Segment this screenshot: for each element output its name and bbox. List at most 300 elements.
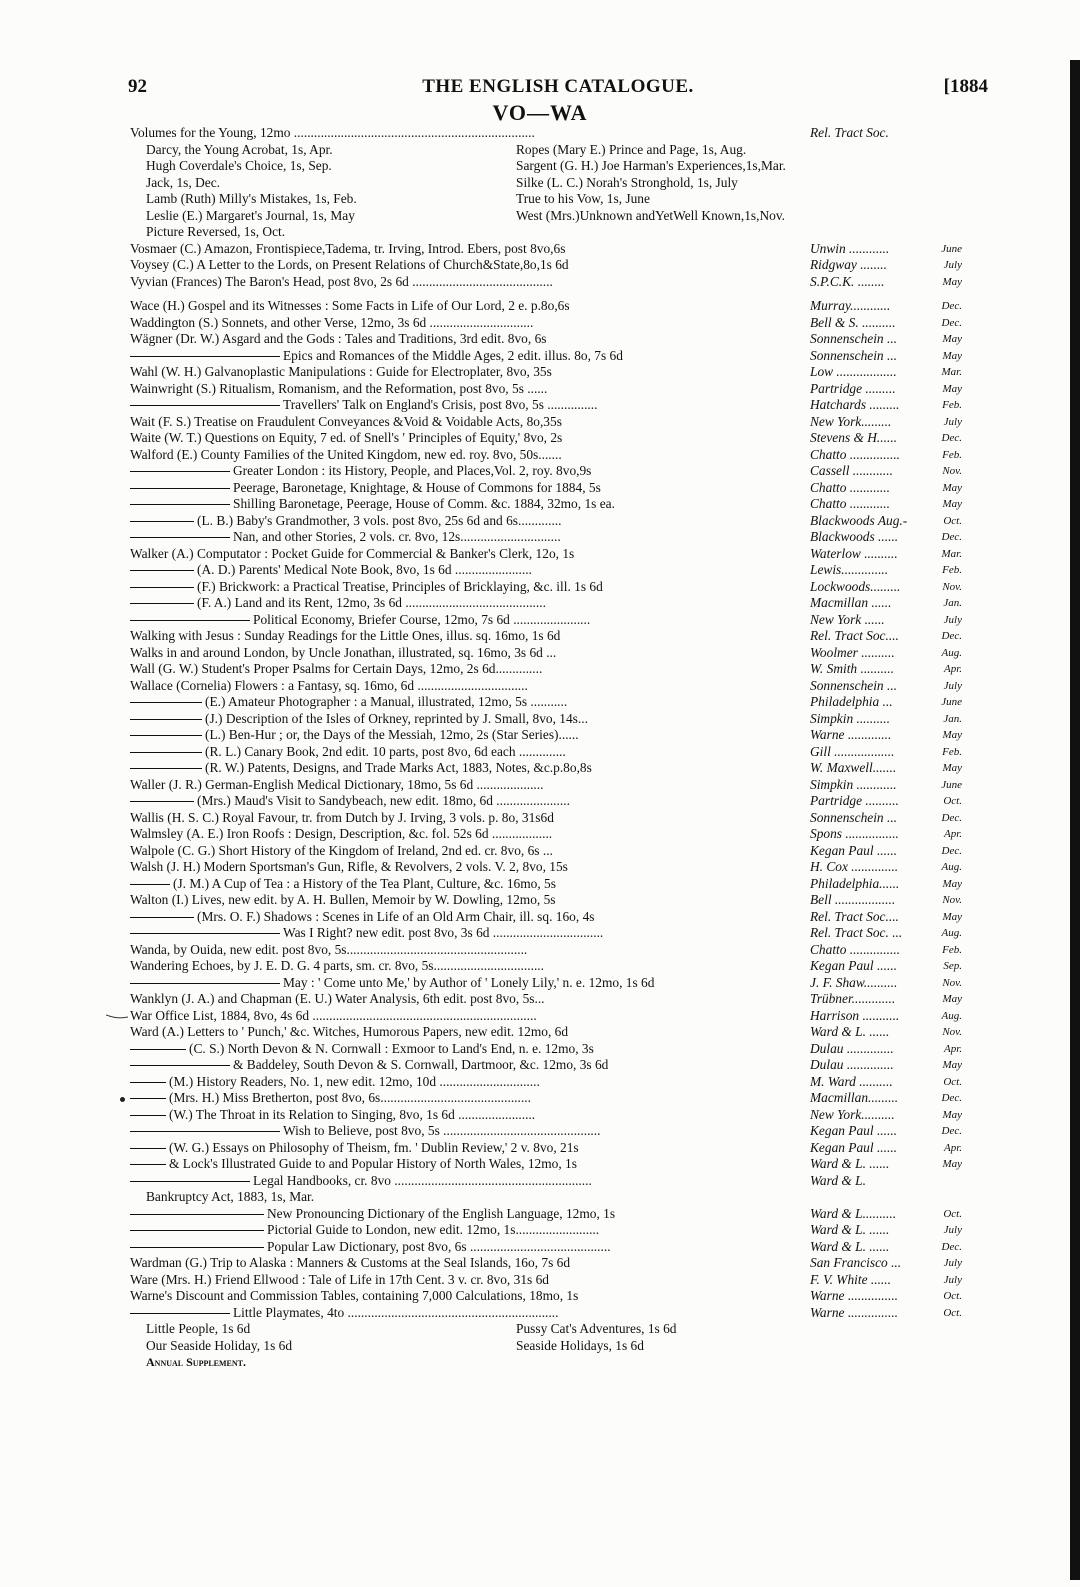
margin-dot [120, 1097, 125, 1102]
entry-month: Mar. [941, 366, 962, 378]
entry-title: Pictorial Guide to London, new edit. 12mo, 1s......................... [130, 1222, 599, 1239]
entry-month: July [943, 415, 962, 428]
entry-publisher: Dulau .............. [810, 1057, 894, 1072]
entry-publisher: Partridge .......... [810, 793, 899, 808]
entry-title: Little Playmates, 4to ............................................................... [130, 1305, 558, 1322]
entry-title: Wainwright (S.) Ritualism, Romanism, and the Reformation, post 8vo, 5s ...... [130, 380, 548, 396]
entry-publisher: Macmillan......... [810, 1090, 899, 1105]
entry-title: Political Economy, Briefer Course, 12mo, 7s 6d ....................... [130, 612, 590, 629]
ditto-dash [130, 1082, 166, 1083]
entry-line [130, 480, 962, 497]
entry-title: (J.) Description of the Isles of Orkney, reprinted by J. Small, 8vo, 14s... [130, 711, 588, 728]
entry-title: Travellers' Talk on England's Crisis, post 8vo, 5s ............... [130, 397, 597, 414]
ditto-dash [130, 1164, 166, 1165]
entry-title: Wish to Believe, post 8vo, 5s ............................................... [130, 1123, 600, 1140]
entry-line [130, 224, 962, 241]
entry-title: (R. W.) Patents, Designs, and Trade Marks Act, 1883, Notes, &c.p.8o,8s [130, 760, 592, 777]
ditto-dash [130, 521, 194, 522]
entry-title: (L. B.) Baby's Grandmother, 3 vols. post 8vo, 25s 6d and 6s............. [130, 513, 562, 530]
entry-month: Feb. [942, 399, 962, 411]
entry-publisher: Lockwoods......... [810, 578, 901, 594]
entry-month: Nov. [942, 976, 962, 989]
ditto-dash [130, 1115, 166, 1116]
entry-month: Oct. [943, 514, 962, 527]
entry-month: Dec. [941, 1240, 962, 1253]
entry-month: Dec. [941, 316, 962, 329]
entry-month: May [942, 729, 962, 741]
entry-publisher: Macmillan ...... [810, 595, 892, 610]
entry-left-column: Darcy, the Young Acrobat, 1s, Apr. [146, 141, 333, 157]
entry-title: (Mrs.) Maud's Visit to Sandybeach, new edit. 18mo, 6d ...................... [130, 793, 570, 810]
entry-line [130, 191, 962, 208]
entry-title: (C. S.) North Devon & N. Cornwall : Exmoor to Land's End, n. e. 12mo, 3s [130, 1041, 594, 1058]
entry-line [130, 142, 962, 159]
entry-title: Wallis (H. S. C.) Royal Favour, tr. from Dutch by J. Irving, 3 vols. p. 8o, 31s6d [130, 809, 554, 825]
entry-line [130, 381, 962, 398]
entry-publisher: Trübner............. [810, 991, 896, 1006]
ditto-dash [130, 504, 230, 505]
entry-line [130, 1041, 962, 1058]
entry-publisher: Ridgway ........ [810, 257, 887, 272]
entry-month: Feb. [942, 943, 962, 956]
entry-month: Apr. [943, 663, 962, 675]
entry-line [130, 1156, 962, 1173]
entry-publisher: Sonnenschein ... [810, 347, 898, 363]
annual-supplement-label: Annual Supplement. [146, 1355, 247, 1369]
entry-title: (Mrs. H.) Miss Bretherton, post 8vo, 6s............................................. [130, 1090, 531, 1107]
ditto-dash [130, 1098, 166, 1099]
entry-title: Voysey (C.) A Letter to the Lords, on Present Relations of Church&State,8o,1s 6d [130, 257, 569, 272]
entry-right-column: Silke (L. C.) Norah's Stronghold, 1s, July [516, 174, 738, 190]
footer-signature [130, 1354, 962, 1371]
entry-line [130, 744, 962, 761]
entry-line [130, 1140, 962, 1157]
entry-title: Walking with Jesus : Sunday Readings for the Little Ones, illus. sq. 16mo, 1s 6d [130, 628, 561, 643]
entry-line [130, 760, 962, 777]
entry-publisher: San Francisco ... [810, 1255, 902, 1270]
entry-publisher: Dulau .............. [810, 1040, 894, 1056]
entry-title: Walton (I.) Lives, new edit. by A. H. Bullen, Memoir by W. Dowling, 12mo, 5s [130, 892, 556, 907]
entry-publisher: Cassell ............ [810, 463, 893, 478]
entry-publisher: Ward & L. ...... [810, 1024, 890, 1039]
entry-publisher: Ward & L.......... [810, 1205, 897, 1221]
entry-line [130, 975, 962, 992]
entry-publisher: Stevens & H...... [810, 430, 898, 445]
entry-title: Peerage, Baronetage, Knightage, & House of Commons for 1884, 5s [130, 480, 601, 497]
ditto-dash [130, 620, 250, 621]
entry-line [130, 364, 962, 381]
entry-month: Aug. [941, 1009, 962, 1022]
ditto-dash [130, 570, 194, 571]
entry-line [130, 1008, 962, 1025]
entry-line [130, 1239, 962, 1256]
entry-line [130, 991, 962, 1008]
ditto-dash [130, 1181, 250, 1182]
entry-publisher: Harrison ........... [810, 1007, 900, 1023]
entry-title: War Office List, 1884, 8vo, 4s 6d ................................................................... [130, 1007, 537, 1023]
entry-line [130, 777, 962, 794]
entry-month: May [942, 498, 962, 510]
ditto-dash [130, 768, 202, 769]
entry-month: Apr. [943, 1141, 962, 1154]
entry-line [130, 1107, 962, 1124]
entry-title: Wägner (Dr. W.) Asgard and the Gods : Tales and Traditions, 3rd edit. 8vo, 6s [130, 331, 547, 346]
entry-line [130, 661, 962, 678]
ditto-dash [130, 603, 194, 604]
entry-left-column: Picture Reversed, 1s, Oct. [146, 224, 286, 239]
entry-line [130, 496, 962, 513]
entry-month: July [943, 1224, 962, 1236]
entry-publisher: Gill .................. [810, 743, 895, 759]
ditto-dash [130, 1049, 186, 1050]
entry-line [130, 546, 962, 563]
entry-month: Oct. [943, 1306, 962, 1319]
catalogue-title: THE ENGLISH CATALOGUE. [422, 76, 694, 97]
entry-line [130, 257, 962, 274]
entry-line [130, 1024, 962, 1041]
entry-month: Aug. [941, 927, 962, 939]
entry-title: (L.) Ben-Hur ; or, the Days of the Messiah, 12mo, 2s (Star Series)...... [130, 727, 579, 744]
entry-line [130, 348, 962, 365]
ditto-dash [130, 702, 202, 703]
entry-line [130, 909, 962, 926]
entry-publisher: Ward & L. [810, 1172, 866, 1188]
entry-month: Oct. [943, 1290, 962, 1302]
entry-publisher: M. Ward .......... [810, 1073, 893, 1089]
entry-title: Walmsley (A. E.) Iron Roofs : Design, Description, &c. fol. 52s 6d .................. [130, 826, 553, 841]
entry-publisher: Simpkin ............ [810, 776, 897, 792]
entry-publisher: Bell & S. .......... [810, 314, 896, 330]
entry-publisher: Rel. Tract Soc.... [810, 908, 899, 924]
entry-title: (Mrs. O. F.) Shadows : Scenes in Life of an Old Arm Chair, ill. sq. 16o, 4s [130, 909, 594, 926]
entry-line [130, 125, 962, 142]
entry-publisher: Blackwoods ...... [810, 529, 899, 544]
entry-left-column: Little People, 1s 6d [146, 1321, 251, 1336]
entry-title: Walsh (J. H.) Modern Sportsman's Gun, Rifle, & Revolvers, 2 vols. V. 2, 8vo, 15s [130, 859, 568, 874]
entry-line [130, 1173, 962, 1190]
ditto-dash [130, 884, 170, 885]
entry-title: Bankruptcy Act, 1883, 1s, Mar. [146, 1189, 315, 1204]
entry-publisher: J. F. Shaw.......... [810, 974, 898, 990]
entry-month: May [942, 275, 962, 288]
entry-left-column: Jack, 1s, Dec. [146, 174, 220, 190]
entry-title: Waller (J. R.) German-English Medical Dictionary, 18mo, 5s 6d .................... [130, 776, 544, 792]
entry-publisher: Chatto ............ [810, 496, 890, 511]
entry-title: Ware (Mrs. H.) Friend Ellwood : Tale of Life in 17th Cent. 3 v. cr. 8vo, 31s 6d [130, 1271, 549, 1287]
entry-line [130, 463, 962, 480]
entry-line [130, 430, 962, 447]
entry-month: Jan. [943, 597, 962, 609]
entry-publisher: Chatto ............... [810, 941, 901, 957]
entry-line [130, 447, 962, 464]
entry-month: Apr. [943, 1042, 962, 1055]
entry-month: Dec. [941, 300, 962, 312]
ditto-dash [130, 1131, 280, 1132]
entry-line [130, 1090, 962, 1107]
entry-month: Nov. [942, 1026, 962, 1038]
entry-line [130, 942, 962, 959]
entry-month: Dec. [941, 531, 962, 543]
entry-publisher: Kegan Paul ...... [810, 842, 898, 858]
entry-month: July [943, 259, 962, 271]
entry-line [130, 892, 962, 909]
entry-month: May [942, 382, 962, 395]
entry-publisher: W. Maxwell....... [810, 760, 897, 775]
section-heading: VO—WA [492, 100, 588, 125]
entry-title: Wace (H.) Gospel and its Witnesses : Some Facts in Life of Our Lord, 2 e. p.8o,6s [130, 298, 570, 313]
entry-month: Dec. [941, 630, 962, 642]
entry-title: Legal Handbooks, cr. 8vo ........................................................... [130, 1173, 592, 1190]
entry-month: June [941, 696, 962, 708]
entry-publisher: Ward & L. ...... [810, 1222, 890, 1237]
entry-line [130, 810, 962, 827]
entry-title: & Baddeley, South Devon & S. Cornwall, Dartmoor, &c. 12mo, 3s 6d [130, 1057, 608, 1074]
entry-title: (W. G.) Essays on Philosophy of Theism, fm. ' Dublin Review,' 2 v. 8vo, 21s [130, 1140, 579, 1157]
entry-line [130, 208, 962, 225]
entry-publisher: Rel. Tract Soc.... [810, 628, 899, 643]
ditto-dash [130, 587, 194, 588]
entry-month: Dec. [941, 844, 962, 857]
entry-line [130, 315, 962, 332]
entry-left-column: Leslie (E.) Margaret's Journal, 1s, May [146, 207, 355, 223]
ditto-dash [130, 719, 202, 720]
entry-title: Wanda, by Ouida, new edit. post 8vo, 5s...................................................... [130, 941, 528, 957]
entry-right-column: Seaside Holidays, 1s 6d [516, 1337, 644, 1353]
entry-month: Nov. [942, 894, 962, 906]
entry-title: Walker (A.) Computator : Pocket Guide for Commercial & Banker's Clerk, 12o, 1s [130, 545, 575, 561]
entry-line [130, 579, 962, 596]
entry-publisher: Chatto ............... [810, 446, 901, 462]
entry-title: Popular Law Dictionary, post 8vo, 6s .......................................... [130, 1239, 611, 1256]
entry-title: Walford (E.) County Families of the United Kingdom, new ed. roy. 8vo, 50s....... [130, 446, 562, 462]
entry-month: Dec. [941, 1092, 962, 1104]
entry-month: Oct. [943, 1207, 962, 1220]
entry-line [130, 859, 962, 876]
entry-line [130, 1272, 962, 1289]
entry-month: July [943, 613, 962, 626]
entry-month: May [942, 877, 962, 890]
entry-month: Feb. [942, 448, 962, 461]
entry-title: (E.) Amateur Photographer : a Manual, illustrated, 12mo, 5s ........... [130, 694, 567, 711]
entry-title: May : ' Come unto Me,' by Author of ' Lonely Lily,' n. e. 12mo, 1s 6d [130, 975, 654, 992]
running-header [128, 76, 988, 102]
entry-publisher: Partridge ......... [810, 380, 896, 396]
entry-title: Wall (G. W.) Student's Proper Psalms for Certain Days, 12mo, 2s 6d.............. [130, 661, 543, 676]
ditto-dash [130, 1313, 230, 1314]
entry-month: Dec. [941, 811, 962, 824]
entry-publisher: S.P.C.K. ........ [810, 273, 885, 289]
entry-title: Epics and Romances of the Middle Ages, 2 edit. illus. 8o, 7s 6d [130, 348, 623, 365]
entry-publisher: Sonnenschein ... [810, 331, 898, 346]
entry-line [130, 397, 962, 414]
ditto-dash [130, 801, 194, 802]
entry-line [130, 1123, 962, 1140]
entry-title: Vosmaer (C.) Amazon, Frontispiece,Tadema, tr. Irving, Introd. Ebers, post 8vo,6s [130, 240, 566, 256]
entry-month: Nov. [942, 580, 962, 593]
entry-title: Warne's Discount and Commission Tables, containing 7,000 Calculations, 18mo, 1s [130, 1288, 579, 1303]
entry-title: (A. D.) Parents' Medical Note Book, 8vo, 1s 6d ....................... [130, 562, 532, 579]
entry-month: July [943, 1257, 962, 1269]
entry-line [130, 1206, 962, 1223]
entry-line [130, 876, 962, 893]
entry-line [130, 241, 962, 258]
entry-month: May [942, 1108, 962, 1121]
entry-line [130, 175, 962, 192]
entry-publisher: Simpkin .......... [810, 710, 890, 726]
entries-list [130, 125, 962, 1371]
entry-publisher: Rel. Tract Soc. [810, 125, 889, 140]
ditto-dash [130, 735, 202, 736]
entry-publisher: New York......... [810, 413, 892, 429]
entry-right-column: Sargent (G. H.) Joe Harman's Experiences,1s,Mar. [516, 158, 786, 173]
entry-month: June [941, 778, 962, 791]
entry-publisher: Spons ................ [810, 826, 899, 841]
entry-right-column: True to his Vow, 1s, June [516, 191, 650, 206]
entry-month: Apr. [943, 828, 962, 840]
entry-left-column: Hugh Coverdale's Choice, 1s, Sep. [146, 158, 332, 173]
ditto-dash [130, 752, 202, 753]
entry-title: Was I Right? new edit. post 8vo, 3s 6d ................................. [130, 925, 603, 942]
entry-title: Volumes for the Young, 12mo ........................................................................ [130, 125, 535, 140]
ditto-dash [130, 1065, 230, 1066]
ditto-dash [130, 1230, 264, 1231]
entry-line [130, 645, 962, 662]
entry-title: Wait (F. S.) Treatise on Fraudulent Conveyances &Void & Voidable Acts, 8o,35s [130, 413, 562, 429]
entry-month: May [942, 762, 962, 774]
entry-month: Jan. [943, 712, 962, 725]
entry-month: Feb. [942, 745, 962, 758]
entry-month: July [943, 679, 962, 692]
entry-publisher: Murray............ [810, 298, 891, 313]
entry-line [130, 562, 962, 579]
entry-left-column: Lamb (Ruth) Milly's Mistakes, 1s, Feb. [146, 191, 357, 206]
entry-title: Waite (W. T.) Questions on Equity, 7 ed. of Snell's ' Principles of Equity,' 8vo, 2s [130, 430, 563, 445]
entry-title: (W.) The Throat in its Relation to Singing, 8vo, 1s 6d ....................... [130, 1107, 535, 1124]
ditto-dash [130, 488, 230, 489]
entry-title: Wandering Echoes, by J. E. D. G. 4 parts, sm. cr. 8vo, 5s................................. [130, 958, 544, 973]
entry-month: May [942, 993, 962, 1005]
entry-title: Ward (A.) Letters to ' Punch,' &c. Witches, Humorous Papers, new edit. 12mo, 6d [130, 1024, 569, 1039]
handwritten-mark [106, 1012, 130, 1022]
entry-publisher: Hatchards ......... [810, 397, 900, 412]
page-edge-shadow [1070, 60, 1080, 1580]
entry-publisher: Lewis.............. [810, 562, 889, 577]
entry-publisher: Rel. Tract Soc. ... [810, 925, 903, 940]
ditto-dash [130, 1214, 264, 1215]
entry-line [130, 694, 962, 711]
entry-publisher: Chatto ............ [810, 479, 890, 495]
entry-publisher: New York.......... [810, 1106, 895, 1122]
entry-publisher: Woolmer .......... [810, 644, 895, 660]
entry-month: Mar. [941, 547, 962, 560]
entry-publisher: Warne ............... [810, 1304, 899, 1320]
entry-title: (R. L.) Canary Book, 2nd edit. 10 parts, post 8vo, 6d each .............. [130, 744, 566, 761]
entry-title: Shilling Baronetage, Peerage, House of Comm. &c. 1884, 32mo, 1s ea. [130, 496, 615, 513]
entry-line [130, 793, 962, 810]
ditto-dash [130, 471, 230, 472]
entry-line [130, 1074, 962, 1091]
entry-title: Waddington (S.) Sonnets, and other Verse, 12mo, 3s 6d ............................... [130, 314, 534, 330]
page-number: 92 [128, 76, 147, 97]
entry-publisher: Kegan Paul ...... [810, 1123, 898, 1138]
entry-month: Dec. [941, 1125, 962, 1137]
entry-publisher: Sonnenschein ... [810, 677, 898, 693]
entry-line [130, 1305, 962, 1322]
ditto-dash [130, 405, 280, 406]
catalogue-year: [1884 [943, 76, 988, 97]
entry-line [130, 529, 962, 546]
entry-title: (M.) History Readers, No. 1, new edit. 12mo, 10d .............................. [130, 1074, 540, 1091]
ditto-dash [130, 537, 230, 538]
entry-title: Vyvian (Frances) The Baron's Head, post 8vo, 2s 6d .......................................... [130, 273, 553, 289]
entry-publisher: Sonnenschein ... [810, 809, 898, 825]
entry-line [130, 1057, 962, 1074]
entry-line [130, 331, 962, 348]
ditto-dash [130, 356, 280, 357]
entry-publisher: F. V. White ...... [810, 1271, 891, 1287]
entry-publisher: Kegan Paul ...... [810, 1139, 898, 1155]
entry-title: Greater London : its History, People, and Places,Vol. 2, roy. 8vo,9s [130, 463, 591, 480]
entry-publisher: New York ...... [810, 611, 885, 627]
entry-line [130, 298, 962, 315]
entry-line [130, 711, 962, 728]
entry-publisher: Bell .................. [810, 892, 896, 907]
entry-line [130, 513, 962, 530]
entry-title: (F. A.) Land and its Rent, 12mo, 3s 6d .......................................... [130, 595, 546, 612]
entry-month: Oct. [943, 795, 962, 807]
entry-line [130, 612, 962, 629]
entry-line [130, 1338, 962, 1355]
entry-month: Oct. [943, 1075, 962, 1088]
ditto-dash [130, 1247, 264, 1248]
entry-publisher: Kegan Paul ...... [810, 958, 898, 973]
entry-right-column: Pussy Cat's Adventures, 1s 6d [516, 1321, 677, 1336]
entry-publisher: Philadelphia...... [810, 875, 900, 891]
entry-line [130, 274, 962, 291]
entry-publisher: Ward & L. ...... [810, 1238, 890, 1254]
entry-publisher: Unwin ............ [810, 240, 890, 256]
entry-line [130, 1189, 962, 1206]
entry-line [130, 925, 962, 942]
entry-month: July [943, 1273, 962, 1286]
entry-month: Sep. [943, 960, 962, 972]
entry-right-column: Ropes (Mary E.) Prince and Page, 1s, Aug. [516, 141, 747, 157]
ditto-dash [130, 1148, 166, 1149]
entry-line [130, 843, 962, 860]
entry-publisher: W. Smith .......... [810, 661, 894, 676]
entry-line [130, 1321, 962, 1338]
entry-line [130, 1255, 962, 1272]
entry-publisher: Warne ............. [810, 727, 892, 742]
entry-title: New Pronouncing Dictionary of the English Language, 12mo, 1s [130, 1206, 615, 1223]
ditto-dash [130, 983, 280, 984]
entry-month: May [942, 333, 962, 345]
entry-title: Walpole (C. G.) Short History of the Kingdom of Ireland, 2nd ed. cr. 8vo, 6s ... [130, 842, 553, 858]
entry-right-column: West (Mrs.)Unknown andYetWell Known,1s,Nov. [516, 207, 785, 223]
entry-month: Aug. [941, 646, 962, 659]
entry-month: June [941, 242, 962, 255]
entry-publisher: Blackwoods Aug.- [810, 512, 908, 528]
entry-left-column: Our Seaside Holiday, 1s 6d [146, 1337, 293, 1353]
entry-line [130, 158, 962, 175]
entry-line [130, 628, 962, 645]
entry-publisher: H. Cox .............. [810, 859, 899, 874]
entry-title: Wanklyn (J. A.) and Chapman (E. U.) Water Analysis, 6th edit. post 8vo, 5s... [130, 991, 545, 1006]
entry-line [130, 595, 962, 612]
entry-line [130, 1288, 962, 1305]
entry-month: Feb. [942, 564, 962, 576]
entry-title: Wallace (Cornelia) Flowers : a Fantasy, sq. 16mo, 6d ................................. [130, 677, 528, 693]
